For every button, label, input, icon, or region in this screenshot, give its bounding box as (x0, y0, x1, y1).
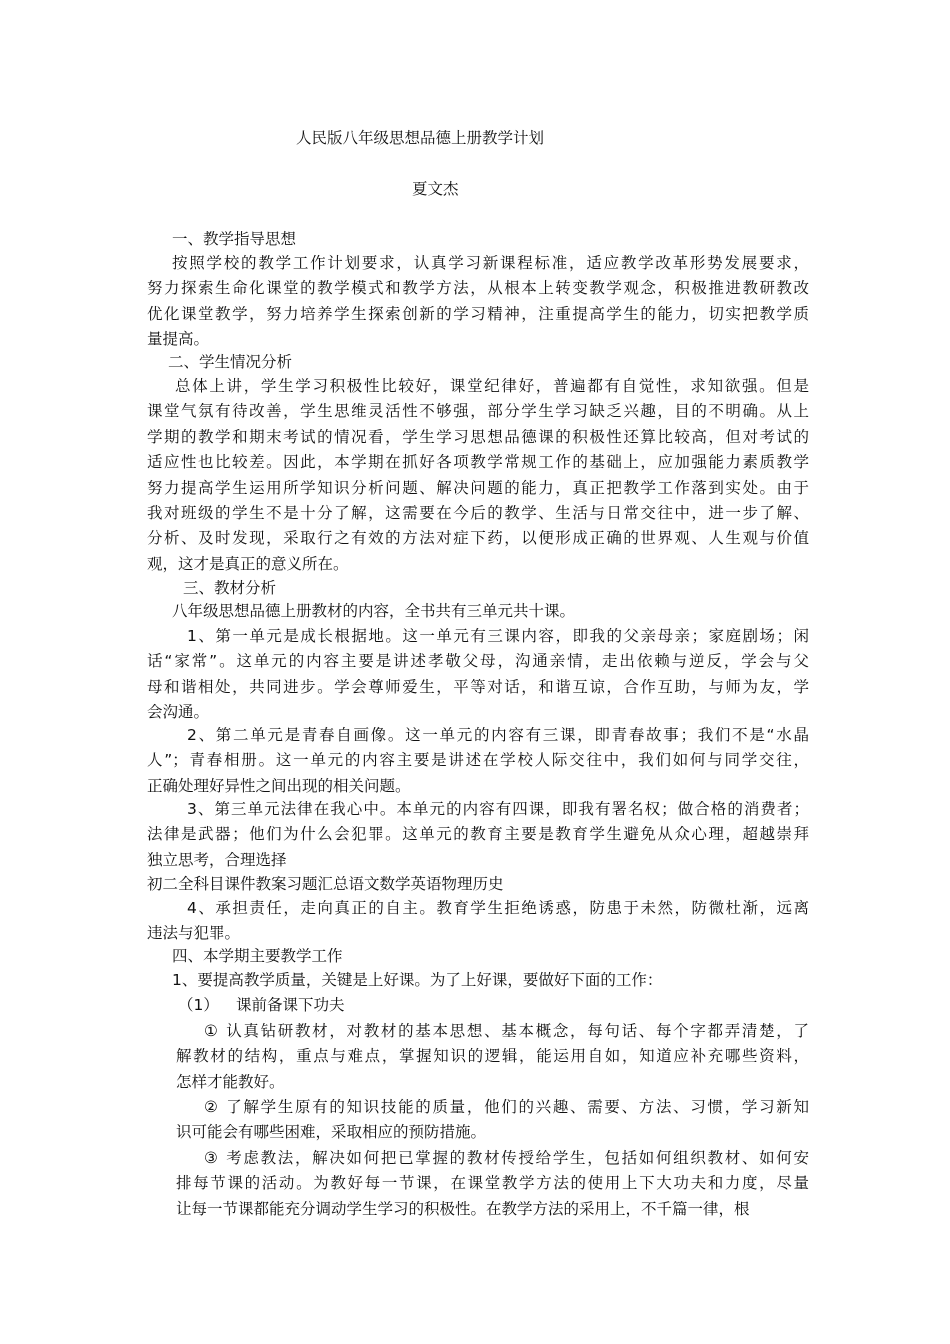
text-line: 独立思考，合理选择 (147, 850, 287, 869)
text-line: 按照学校的教学工作计划要求，认真学习新课程标准，适应教学改革形势发展要求， (172, 254, 809, 272)
text-line: 解教材的结构，重点与难点，掌握知识的逻辑，能运用自如，知道应补充哪些资料， (176, 1047, 809, 1066)
section-body-2 (147, 374, 809, 577)
text-line: 适应性也比较差。因此，本学期在抓好各项教学常规工作的基础上，应加强能力素质教学 (147, 453, 809, 472)
section-heading-3: 三、教材分析 (183, 579, 277, 597)
text-line: 识可能会有哪些困难，采取相应的预防措施。 (176, 1123, 487, 1142)
section-3-item-2 (147, 723, 809, 799)
text-line: ② 了解学生原有的知识技能的质量，他们的兴趣、需要、方法、习惯，学习新知 (204, 1098, 809, 1116)
prep-point-3 (176, 1146, 809, 1222)
text-line: 怎样才能教好。 (176, 1072, 285, 1091)
section-heading-1: 一、教学指导思想 (172, 230, 297, 248)
text-line: 量提高。 (147, 330, 210, 349)
text-line: 母和谐相处，共同进步。学会尊师爱生，平等对话，和谐互谅，合作互助，与师为友，学 (147, 677, 809, 696)
document-title: 人民版八年级思想品德上册教学计划 (296, 129, 545, 147)
text-line: 努力探索生命化课堂的教学模式和教学方法，从根本上转变教学观念，积极推进教研教改 (147, 279, 809, 298)
text-line: 4、承担责任，走向真正的自主。教育学生拒绝诱惑，防患于未然，防微杜渐，远离 (187, 899, 809, 917)
text-line: 优化课堂教学，努力培养学生探索创新的学习精神，注重提高学生的能力，切实把教学质 (147, 304, 809, 323)
text-line: 会沟通。 (147, 703, 210, 722)
section-3-item-1 (147, 624, 809, 726)
prep-point-2 (176, 1095, 809, 1146)
text-line: 1、第一单元是成长根据地。这一单元有三课内容，即我的父亲母亲；家庭剧场；闲 (187, 627, 809, 645)
text-line: 正确处理好异性之间出现的相关问题。 (147, 776, 411, 795)
document-author: 夏文杰 (412, 180, 459, 198)
text-line: 我对班级的学生不是十分了解，这需要在今后的教学、生活与日常交往中，进一步了解、 (147, 504, 809, 523)
text-line: 分析、及时发现，采取行之有效的方法对症下药，以便形成正确的世界观、人生观与价值 (147, 529, 809, 548)
text-line: ① 认真钻研教材，对教材的基本思想、基本概念，每句话、每个字都弄清楚，了 (204, 1022, 809, 1040)
section-body-1 (147, 251, 809, 353)
text-line: 总体上讲，学生学习积极性比较好，课堂纪律好，普遍都有自觉性，求知欲强。但是 (175, 377, 809, 395)
text-line: 让每一节课都能充分调动学生学习的积极性。在教学方法的采用上，不千篇一律，根 (176, 1199, 750, 1218)
text-line: 2、第二单元是青春自画像。这一单元的内容有三课，即青春故事；我们不是“水晶 (187, 726, 809, 744)
text-line: 法律是武器；他们为什么会犯罪。这单元的教育主要是教育学生避免从众心理，超越崇拜 (147, 825, 809, 844)
section-4-item-1: 1、要提高教学质量，关键是上好课。为了上好课，要做好下面的工作： (172, 971, 663, 989)
section-heading-4: 四、本学期主要教学工作 (172, 947, 343, 965)
text-line: 排每节课的活动。为教好每一节课，在课堂教学方法的使用上下大功夫和力度，尽量 (176, 1174, 809, 1193)
text-line: 违法与犯罪。 (147, 924, 241, 943)
text-line: 课堂气氛有待改善，学生思维灵活性不够强，部分学生学习缺乏兴趣，目的不明确。从上 (147, 402, 809, 421)
text-line: 3、第三单元法律在我心中。本单元的内容有四课，即我有署名权；做合格的消费者； (187, 800, 809, 818)
text-line: 话“家常”。这单元的内容主要是讲述孝敬父母，沟通亲情，走出依赖与逆反，学会与父 (147, 652, 809, 671)
section-3-item-4 (147, 896, 809, 947)
section-3-intro: 八年级思想品德上册教材的内容，全书共有三单元共十课。 (172, 602, 576, 620)
text-line: 观，这才是真正的意义所在。 (147, 554, 349, 573)
section-3-item-3 (147, 797, 809, 873)
subsection-number: （1） (178, 996, 219, 1014)
text-line: 学期的教学和期末考试的情况看，学生学习思想品德课的积极性还算比较高，但对考试的 (147, 427, 809, 446)
ad-link-line: 初二全科目课件教案习题汇总语文数学英语物理历史 (147, 875, 504, 893)
subsection-label: 课前备课下功夫 (236, 996, 345, 1014)
prep-point-1 (176, 1019, 809, 1095)
section-heading-2: 二、学生情况分析 (168, 353, 293, 371)
text-line: ③ 考虑教法，解决如何把已掌握的教材传授给学生，包括如何组织教材、如何安 (204, 1149, 809, 1167)
text-line: 人”；青春相册。这一单元的内容主要是讲述在学校人际交往中，我们如何与同学交往， (147, 751, 809, 770)
text-line: 努力提高学生运用所学知识分析问题、解决问题的能力，真正把教学工作落到实处。由于 (147, 478, 809, 497)
